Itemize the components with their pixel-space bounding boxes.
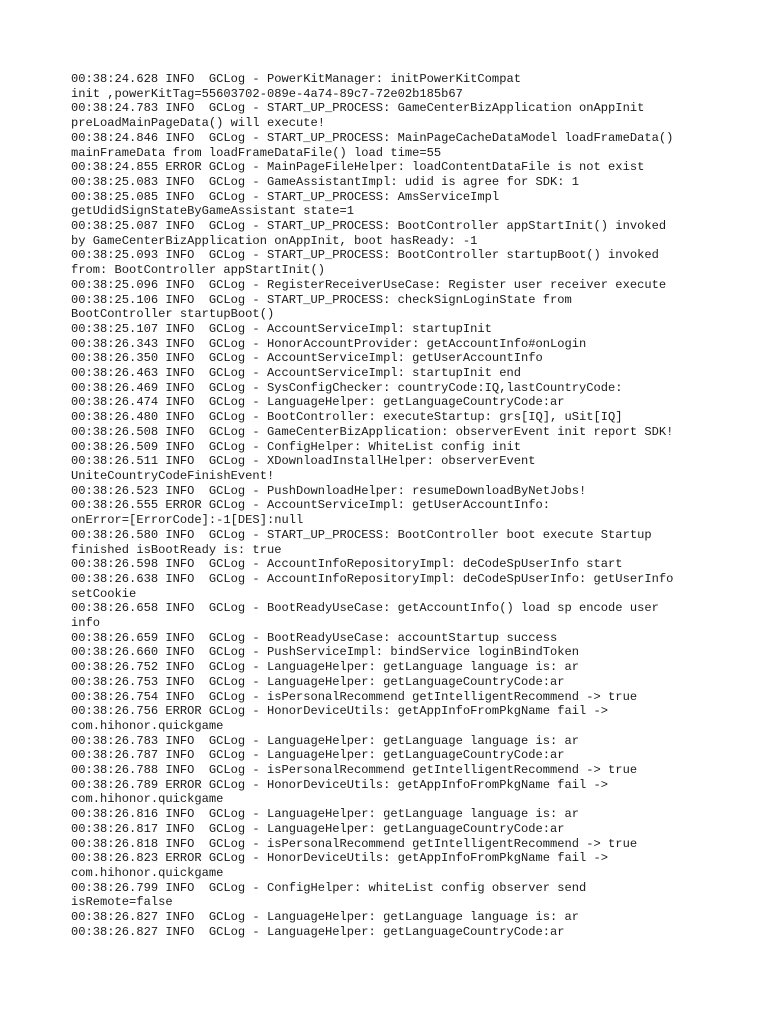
log-line: 00:38:24.846 INFO GCLog - START_UP_PROCESS: MainPageCacheDataModel loadFrameData() bbox=[71, 130, 674, 145]
log-line: com.hihonor.quickgame bbox=[71, 865, 224, 880]
log-line: com.hihonor.quickgame bbox=[71, 792, 224, 807]
log-line: 00:38:26.827 INFO GCLog - LanguageHelper: getLanguageCountryCode:ar bbox=[71, 924, 565, 939]
log-line: 00:38:25.087 INFO GCLog - START_UP_PROCESS: BootController appStartInit() invoked bbox=[71, 219, 667, 234]
log-document bbox=[71, 72, 721, 939]
log-line: getUdidSignStateByGameAssistant state=1 bbox=[71, 204, 355, 219]
log-line: info bbox=[71, 616, 101, 631]
log-line: 00:38:26.817 INFO GCLog - LanguageHelper: getLanguageCountryCode:ar bbox=[71, 821, 565, 836]
log-line: 00:38:26.598 INFO GCLog - AccountInfoRepositoryImpl: deCodeSpUserInfo start bbox=[71, 557, 623, 572]
log-line: finished isBootReady is: true bbox=[71, 542, 282, 557]
log-line: 00:38:26.509 INFO GCLog - ConfigHelper: WhiteList config init bbox=[71, 439, 521, 454]
log-line: BootController startupBoot() bbox=[71, 307, 275, 322]
log-line: 00:38:26.350 INFO GCLog - AccountServiceImpl: getUserAccountInfo bbox=[71, 351, 543, 366]
log-line: 00:38:26.823 ERROR GCLog - HonorDeviceUtils: getAppInfoFromPkgName fail -> bbox=[71, 851, 609, 866]
log-line: 00:38:26.555 ERROR GCLog - AccountServiceImpl: getUserAccountInfo: bbox=[71, 498, 550, 513]
log-line: mainFrameData from loadFrameDataFile() load time=55 bbox=[71, 145, 442, 160]
log-line: 00:38:26.463 INFO GCLog - AccountServiceImpl: startupInit end bbox=[71, 366, 521, 381]
log-line: 00:38:26.788 INFO GCLog - isPersonalRecommend getIntelligentRecommend -> true bbox=[71, 763, 638, 778]
log-line: 00:38:26.580 INFO GCLog - START_UP_PROCESS: BootController boot execute Startup bbox=[71, 527, 652, 542]
log-line: 00:38:25.096 INFO GCLog - RegisterReceiverUseCase: Register user receiver execute bbox=[71, 277, 667, 292]
log-line: 00:38:26.343 INFO GCLog - HonorAccountProvider: getAccountInfo#onLogin bbox=[71, 336, 587, 351]
log-line: 00:38:25.107 INFO GCLog - AccountServiceImpl: startupInit bbox=[71, 321, 492, 336]
log-line: 00:38:26.752 INFO GCLog - LanguageHelper: getLanguage language is: ar bbox=[71, 660, 580, 675]
log-line: preLoadMainPageData() will execute! bbox=[71, 116, 326, 131]
log-line: 00:38:26.827 INFO GCLog - LanguageHelper: getLanguage language is: ar bbox=[71, 910, 580, 925]
log-line: onError=[ErrorCode]:-1[DES]:null bbox=[71, 513, 304, 528]
log-line: 00:38:26.474 INFO GCLog - LanguageHelper: getLanguageCountryCode:ar bbox=[71, 395, 565, 410]
log-line: 00:38:26.789 ERROR GCLog - HonorDeviceUtils: getAppInfoFromPkgName fail -> bbox=[71, 777, 609, 792]
log-line: 00:38:26.659 INFO GCLog - BootReadyUseCase: accountStartup success bbox=[71, 630, 558, 645]
log-line: 00:38:26.469 INFO GCLog - SysConfigChecker: countryCode:IQ,lastCountryCode: bbox=[71, 380, 623, 395]
log-line: 00:38:26.511 INFO GCLog - XDownloadInstallHelper: observerEvent bbox=[71, 454, 536, 469]
log-line: 00:38:24.783 INFO GCLog - START_UP_PROCESS: GameCenterBizApplication onAppInit bbox=[71, 101, 645, 116]
log-line: 00:38:26.523 INFO GCLog - PushDownloadHelper: resumeDownloadByNetJobs! bbox=[71, 483, 587, 498]
log-line: 00:38:26.756 ERROR GCLog - HonorDeviceUtils: getAppInfoFromPkgName fail -> bbox=[71, 704, 609, 719]
log-line: isRemote=false bbox=[71, 895, 173, 910]
log-line: 00:38:26.753 INFO GCLog - LanguageHelper: getLanguageCountryCode:ar bbox=[71, 674, 565, 689]
log-line: 00:38:26.480 INFO GCLog - BootController: executeStartup: grs[IQ], uSit[IQ] bbox=[71, 410, 623, 425]
log-line: 00:38:26.660 INFO GCLog - PushServiceImpl: bindService loginBindToken bbox=[71, 645, 580, 660]
log-line: 00:38:26.787 INFO GCLog - LanguageHelper: getLanguageCountryCode:ar bbox=[71, 748, 565, 763]
log-line: 00:38:26.799 INFO GCLog - ConfigHelper: whiteList config observer send bbox=[71, 880, 587, 895]
log-line: setCookie bbox=[71, 586, 137, 601]
log-line: 00:38:26.783 INFO GCLog - LanguageHelper: getLanguage language is: ar bbox=[71, 733, 580, 748]
log-line: 00:38:25.085 INFO GCLog - START_UP_PROCESS: AmsServiceImpl bbox=[71, 189, 500, 204]
log-line: by GameCenterBizApplication onAppInit, boot hasReady: -1 bbox=[71, 233, 478, 248]
log-line: 00:38:26.508 INFO GCLog - GameCenterBizApplication: observerEvent init report SDK! bbox=[71, 424, 674, 439]
log-line: 00:38:26.754 INFO GCLog - isPersonalRecommend getIntelligentRecommend -> true bbox=[71, 689, 638, 704]
log-line: init ,powerKitTag=55603702-089e-4a74-89c7-72e02b185b67 bbox=[71, 86, 463, 101]
log-line: 00:38:24.855 ERROR GCLog - MainPageFileHelper: loadContentDataFile is not exist bbox=[71, 160, 645, 175]
log-line: 00:38:24.628 INFO GCLog - PowerKitManager: initPowerKitCompat bbox=[71, 72, 521, 86]
log-line: 00:38:25.083 INFO GCLog - GameAssistantImpl: udid is agree for SDK: 1 bbox=[71, 174, 580, 189]
log-line: 00:38:26.818 INFO GCLog - isPersonalRecommend getIntelligentRecommend -> true bbox=[71, 836, 638, 851]
log-line: 00:38:25.093 INFO GCLog - START_UP_PROCESS: BootController startupBoot() invoked bbox=[71, 248, 659, 263]
log-line: 00:38:26.638 INFO GCLog - AccountInfoRepositoryImpl: deCodeSpUserInfo: getUserInfo bbox=[71, 571, 674, 586]
log-line: 00:38:26.816 INFO GCLog - LanguageHelper: getLanguage language is: ar bbox=[71, 807, 580, 822]
log-line: from: BootController appStartInit() bbox=[71, 263, 326, 278]
log-line: UniteCountryCodeFinishEvent! bbox=[71, 468, 275, 483]
log-line: 00:38:26.658 INFO GCLog - BootReadyUseCase: getAccountInfo() load sp encode user bbox=[71, 601, 659, 616]
log-line: com.hihonor.quickgame bbox=[71, 718, 224, 733]
log-line: 00:38:25.106 INFO GCLog - START_UP_PROCESS: checkSignLoginState from bbox=[71, 292, 572, 307]
